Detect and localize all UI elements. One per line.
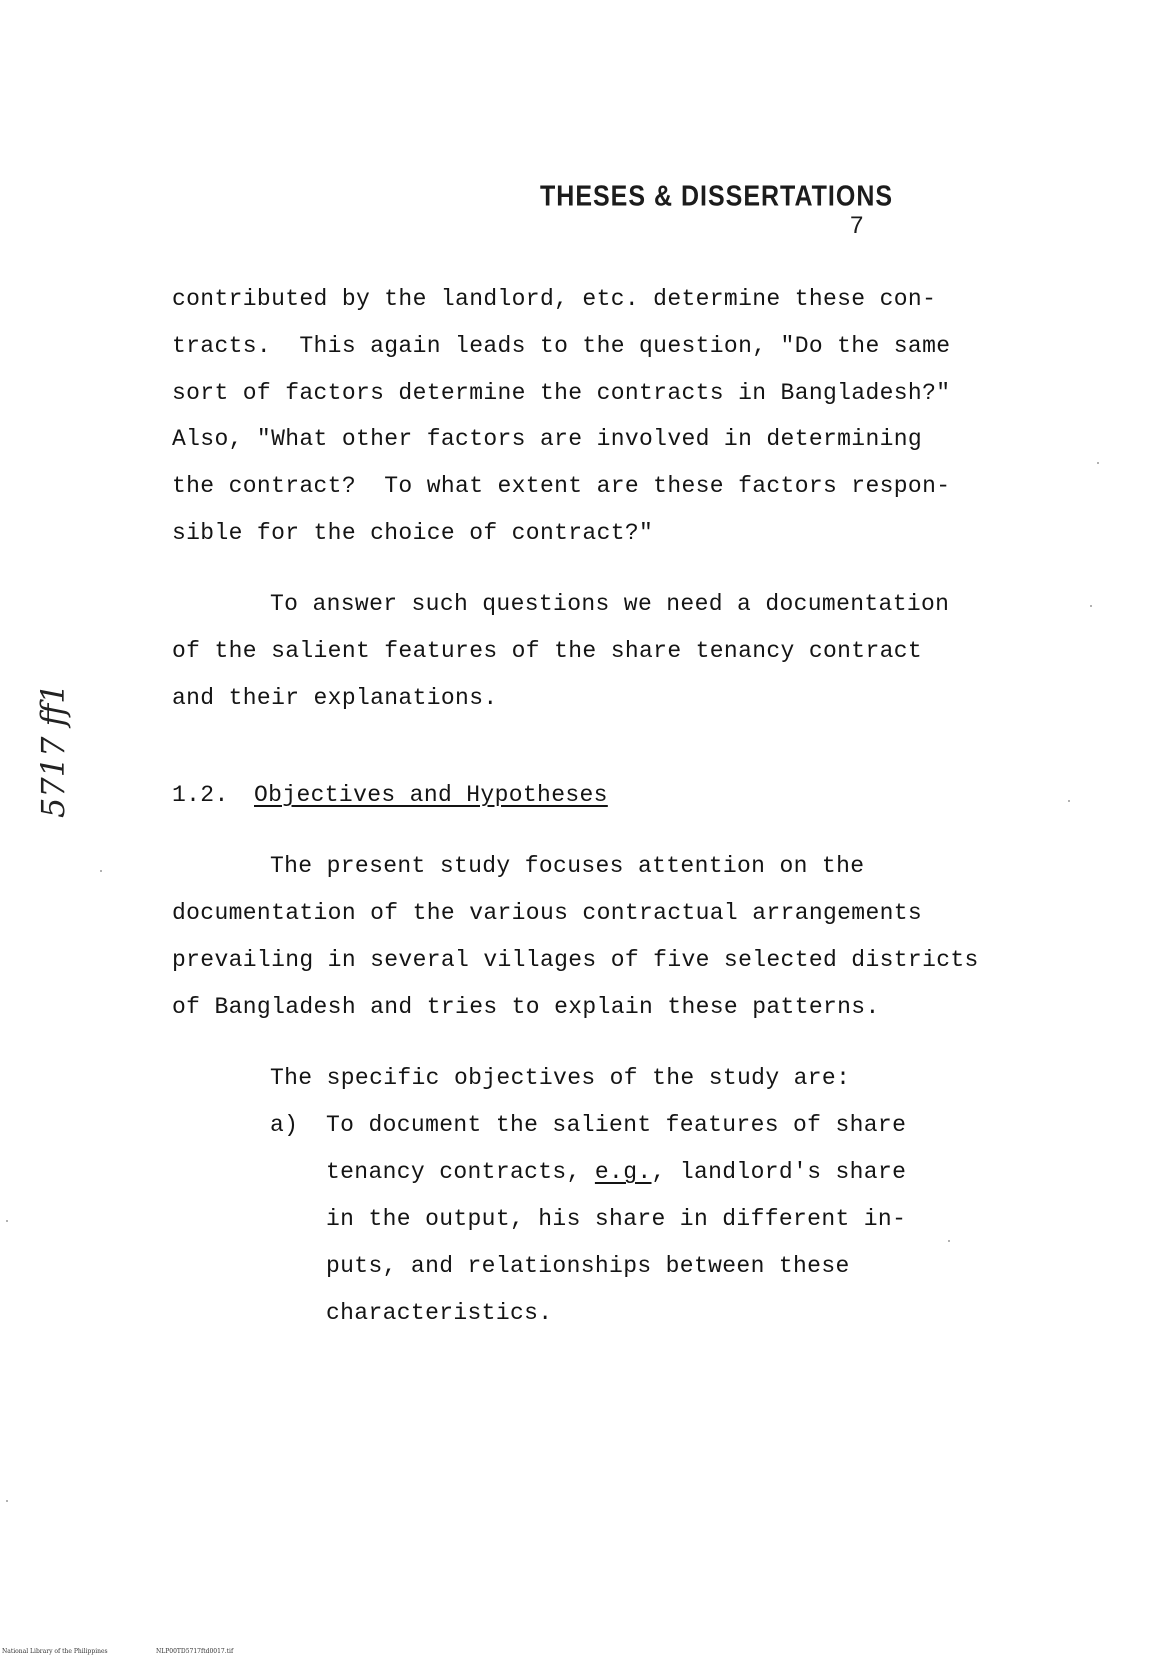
paragraph-line: of the salient features of the share tenancy contract: [172, 638, 923, 664]
margin-handwriting: 5717 ff1: [34, 683, 72, 818]
section-title: Objectives and Hypotheses: [254, 782, 608, 808]
paragraph-line: of Bangladesh and tries to explain these patterns.: [172, 994, 880, 1020]
objectives-intro: The specific objectives of the study are:: [270, 1065, 851, 1091]
objective-a-line: puts, and relationships between these: [326, 1253, 850, 1279]
scan-speck: [6, 1500, 8, 1502]
objective-a-label: a): [270, 1112, 299, 1138]
section-number: 1.2.: [172, 782, 229, 808]
objective-a-line: To document the salient features of share: [326, 1112, 907, 1138]
objective-a-line: characteristics.: [326, 1300, 553, 1326]
paragraph-line: sort of factors determine the contracts in Bangladesh?": [172, 380, 951, 406]
objective-a-text: tenancy contracts,: [326, 1159, 595, 1185]
scan-speck: [948, 1240, 950, 1242]
scan-speck: [1090, 605, 1092, 607]
paragraph-line: contributed by the landlord, etc. determine these con-: [172, 286, 937, 312]
theses-dissertations-stamp: THESES & DISSERTATIONS: [540, 180, 894, 213]
objective-a-line: in the output, his share in different in-: [326, 1206, 907, 1232]
paragraph-line: Also, "What other factors are involved in determining: [172, 426, 923, 452]
objective-a-line: [326, 1157, 906, 1187]
footer-library: National Library of the Philippines: [2, 1648, 108, 1655]
footer-file: NLP00TD5717ftd0017.tif: [156, 1648, 234, 1655]
paragraph-line: tracts. This again leads to the question, "Do the same: [172, 333, 951, 359]
scan-speck: [6, 1220, 8, 1222]
page-number: 7: [850, 212, 864, 239]
eg-abbreviation: e.g.: [594, 1159, 652, 1185]
paragraph-line: the contract? To what extent are these factors respon-: [172, 473, 951, 499]
paragraph-line: and their explanations.: [172, 685, 498, 711]
scan-speck: [1068, 800, 1070, 802]
paragraph-line: The present study focuses attention on the: [270, 853, 865, 879]
objective-a-text: , landlord's share: [651, 1159, 907, 1185]
paragraph-line: To answer such questions we need a documentation: [270, 591, 950, 617]
paragraph-line: sible for the choice of contract?": [172, 520, 654, 546]
scan-speck: [100, 870, 102, 872]
paragraph-line: prevailing in several villages of five selected districts: [172, 947, 979, 973]
paragraph-line: documentation of the various contractual arrangements: [172, 900, 923, 926]
scan-speck: [1097, 462, 1099, 464]
